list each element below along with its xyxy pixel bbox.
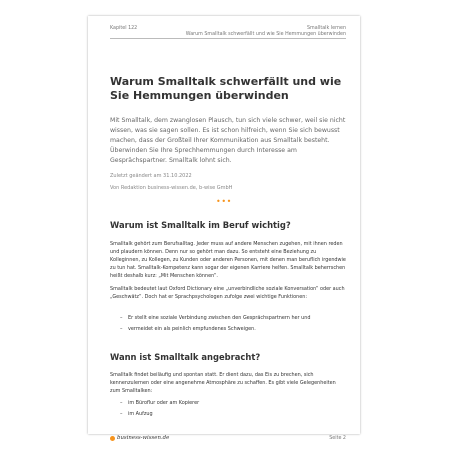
brand-logo: business-wissen.de <box>117 435 170 441</box>
bullet-dash-icon: – <box>120 315 123 321</box>
bullet-item <box>120 326 340 332</box>
section-divider-dots: ••• <box>216 197 232 206</box>
bullet-item <box>120 400 340 406</box>
section-label: Smalltalk lernen <box>307 26 346 31</box>
bullet-text: im Büroflur oder am Kopierer <box>128 400 200 406</box>
author-line: Von Redaktion business-wissen.de, b-wise GmbH <box>110 185 233 191</box>
section-paragraph: Smalltalk bedeutet laut Oxford Dictionary eine „unverbindliche soziale Konversation“ oder auch „Geschwätz“. Doch hat er Sprachpsychologen zufolge zwei wichtige Funktionen: <box>110 286 345 300</box>
bullet-text: vermeidet ein als peinlich empfundenes Schweigen. <box>128 326 256 332</box>
page-header <box>110 24 346 44</box>
section-heading: Wann ist Smalltalk angebracht? <box>110 352 261 362</box>
header-divider <box>110 38 346 39</box>
subsection-label: Warum Smalltalk schwerfällt und wie Sie Hemmungen überwinden <box>185 32 346 37</box>
bullet-text: Er stellt eine soziale Verbindung zwischen den Gesprächspartnern her und <box>128 315 311 321</box>
logo-dot-icon <box>110 436 115 441</box>
page-number: Seite 2 <box>329 436 346 441</box>
document-page <box>88 16 360 441</box>
page-footer <box>110 435 346 445</box>
section-heading: Warum ist Smalltalk im Beruf wichtig? <box>110 220 291 230</box>
bullet-dash-icon: – <box>120 411 123 417</box>
updated-date: Zuletzt geändert am 31.10.2022 <box>110 173 192 179</box>
chapter-label: Kapitel 122 <box>110 26 138 31</box>
section-paragraph: Smalltalk findet beiläufig und spontan statt. Er dient dazu, das Eis zu brechen, sich kennenzulernen oder eine angenehme Atmosphäre zu schaffen. Es gibt viele Gelegenheiten zum Smalltalken: <box>110 372 336 394</box>
article-intro: Mit Smalltalk, dem zwanglosen Plausch, tun sich viele schwer, weil sie nicht wissen, was sie sagen sollen. Es ist schon hilfreich, wenn Sie sich bewusst machen, dass der Großteil Ihrer Kommunikation aus Smalltalk besteht. Überwinden Sie Ihre Sprechhemmungen durch Interesse am Gesprächspartner. Smalltalk lohnt sich. <box>110 117 346 164</box>
bullet-text: im Aufzug <box>128 411 153 417</box>
section-paragraph: Smalltalk gehört zum Berufsalltag. Jeder muss auf andere Menschen zugehen, mit ihnen reden und plaudern können. Denn nur so gehört man dazu. So entsteht eine Beziehung zu Kolleginnen, zu Kollegen, zu Kunden oder anderen Personen, mit denen man beruflich irgendwie zu tun hat. Smalltalk-Kompetenz kann sogar der eigenen Karriere helfen. Smalltalk beherrschen heißt deshalb kurz: „Mit Menschen können“. <box>110 241 346 279</box>
bullet-item <box>120 411 340 417</box>
bullet-dash-icon: – <box>120 326 123 332</box>
bullet-dash-icon: – <box>120 400 123 406</box>
article-title: Warum Smalltalk schwerfällt und wie Sie Hemmungen überwinden <box>110 75 342 102</box>
bullet-item <box>120 315 340 321</box>
